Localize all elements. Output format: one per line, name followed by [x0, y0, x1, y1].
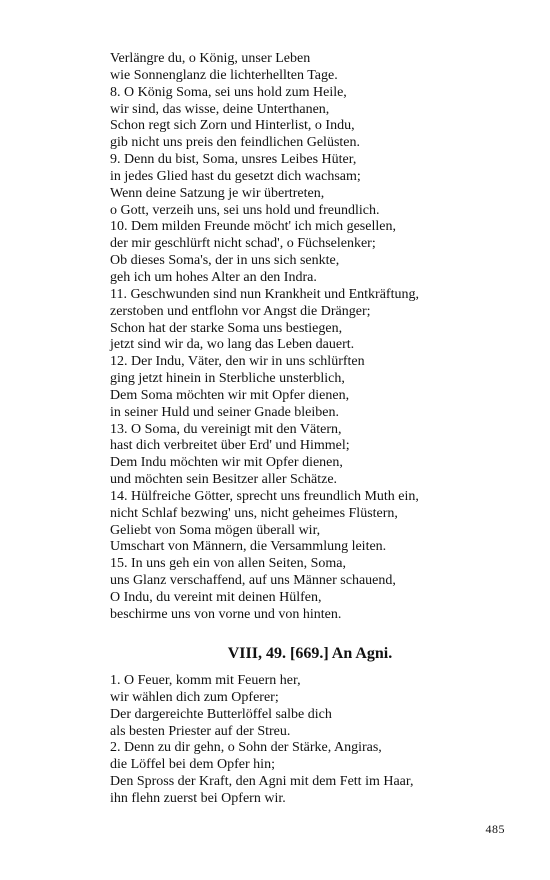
verse-line: Geliebt von Soma mögen überall wir,	[110, 522, 321, 538]
verse-line: wie Sonnenglanz die lichterhellten Tage.	[110, 67, 338, 83]
verse-line: 15. In uns geh ein von allen Seiten, Soma,	[110, 556, 347, 572]
verse-line: 12. Der Indu, Väter, den wir in uns schlürften	[110, 354, 365, 370]
verse-line: 9. Denn du bist, Soma, unsres Leibes Hüter,	[110, 152, 357, 168]
verse-line: Dem Soma möchten wir mit Opfer dienen,	[110, 387, 350, 403]
verse-line: und möchten sein Besitzer aller Schätze.	[110, 472, 338, 488]
verse-line: wir sind, das wisse, deine Unterthanen,	[110, 101, 330, 117]
verse-line: 10. Dem milden Freunde möcht' ich mich gesellen,	[110, 219, 396, 235]
verse-line: Schon regt sich Zorn und Hinterlist, o Indu,	[110, 118, 355, 134]
verse-line: O Indu, du vereint mit deinen Hülfen,	[110, 590, 322, 605]
verse-line: uns Glanz verschaffend, auf uns Männer schauend,	[110, 573, 396, 589]
verse-line: Dem Indu möchten wir mit Opfer dienen,	[110, 455, 343, 471]
verse-line: Ob dieses Soma's, der in uns sich senkte,	[110, 253, 340, 269]
verse-line: o Gott, verzeih uns, sei uns hold und freundlich.	[110, 202, 380, 218]
verse-line: 1. O Feuer, komm mit Feuern her,	[110, 673, 301, 688]
verse-line: ihn flehn zuerst bei Opfern wir.	[110, 790, 286, 806]
verse-line: nicht Schlaf bezwing' uns, nicht geheimes Flüstern,	[110, 505, 398, 521]
verse-line: geh ich um hohes Alter an den Indra.	[110, 269, 317, 285]
verse-line: der mir geschlürft nicht schad', o Füchselenker;	[110, 236, 376, 252]
verse-line: Verlängre du, o König, unser Leben	[110, 51, 311, 66]
verse-line: gib nicht uns preis den feindlichen Gelüsten.	[110, 135, 360, 151]
verse-line: hast dich verbreitet über Erd' und Himmel;	[110, 438, 350, 454]
verse-line: Umschart von Männern, die Versammlung leiten.	[110, 539, 387, 555]
verse-block-soma	[110, 51, 419, 624]
verse-line: in jedes Glied hast du gesetzt dich wachsam;	[110, 168, 361, 184]
verse-block-agni	[110, 673, 414, 808]
verse-line: wir wählen dich zum Opferer;	[110, 689, 279, 705]
verse-line: 13. O Soma, du vereinigt mit den Vätern,	[110, 421, 342, 437]
verse-line: in seiner Huld und seiner Gnade bleiben.	[110, 404, 339, 420]
verse-line: jetzt sind wir da, wo lang das Leben dauert.	[110, 337, 355, 353]
verse-line: beschirme uns von vorne und von hinten.	[110, 606, 342, 622]
verse-line: Den Spross der Kraft, den Agni mit dem Fett im Haar,	[110, 774, 414, 790]
verse-line: 14. Hülfreiche Götter, sprecht uns freundlich Muth ein,	[110, 488, 419, 504]
verse-line: als besten Priester auf der Streu.	[110, 723, 291, 739]
verse-line: 11. Geschwunden sind nun Krankheit und Entkräftung,	[110, 286, 419, 302]
verse-line: Wenn deine Satzung je wir übertreten,	[110, 185, 325, 201]
verse-line: 2. Denn zu dir gehn, o Sohn der Stärke, Angiras,	[110, 740, 382, 756]
page-number: 485	[485, 822, 505, 836]
verse-line: 8. O König Soma, sei uns hold zum Heile,	[110, 84, 347, 100]
verse-line: ging jetzt hinein in Sterbliche unsterblich,	[110, 371, 345, 387]
verse-line: zerstoben und entflohn vor Angst die Dränger;	[110, 303, 371, 319]
section-heading: VIII, 49. [669.] An Agni.	[227, 645, 393, 662]
verse-line: Schon hat der starke Soma uns bestiegen,	[110, 320, 343, 336]
verse-line: Der dargereichte Butterlöffel salbe dich	[110, 706, 332, 722]
verse-line: die Löffel bei dem Opfer hin;	[110, 757, 275, 773]
